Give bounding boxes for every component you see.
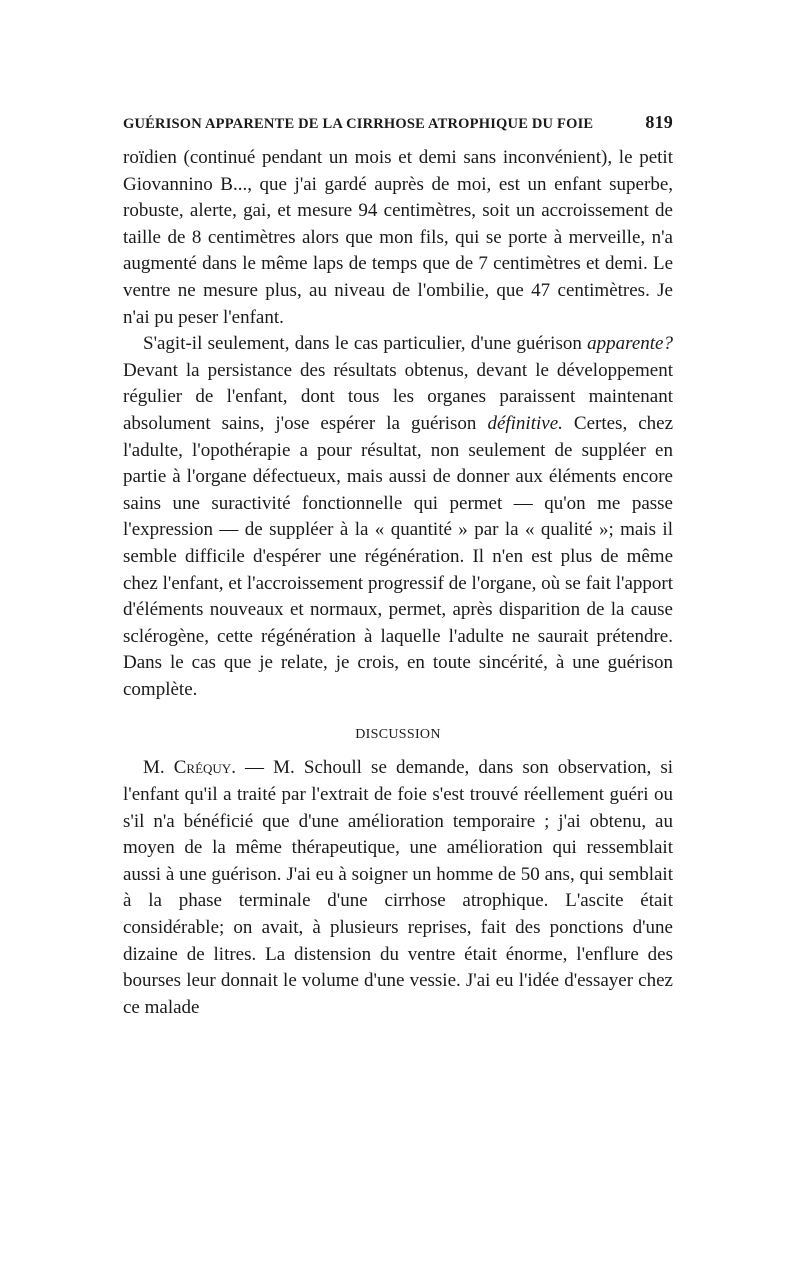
discussion-heading: DISCUSSION bbox=[355, 727, 441, 743]
running-head bbox=[123, 112, 673, 133]
paragraph-text: Certes, chez l'adulte, l'opothérapie a pour résultat, non seulement de suppléer en partie à l'organe défectueux, mais aussi de donner aux éléments encore sains une suractivité fonctionnelle qui permet — qu'on me passe l'expression — de suppléer à la « quantité » par la « qualité »; mais il semble difficile d'espérer une régénération. Il n'en est plus de même chez l'enfant, et l'accroissement progressif de l'organe, où se fait l'apport d'éléments nouveaux et normaux, permet, après disparition de la cause sclérogène, cette régénération à laquelle l'adulte ne saurait prétendre. Dans le cas que je relate, je crois, en toute sincérité, à une guérison complète. bbox=[123, 412, 673, 700]
paragraph-text: Devant la persistance des résultats obtenus, devant le développement régulier de l'enfant, dont tous les organes paraissent maintenant absolument sains, j'ose espérer la guérison bbox=[123, 359, 673, 434]
discussion-paragraph bbox=[123, 755, 673, 1021]
body-text bbox=[123, 145, 673, 1021]
paragraph-guerison bbox=[123, 331, 673, 703]
page-number: 819 bbox=[645, 112, 673, 132]
speaker-name: M. Créquy. bbox=[143, 757, 236, 779]
discussion-text: — M. Schoull se demande, dans son observation, si l'enfant qu'il a traité par l'extrait de foie s'est trouvé réellement guéri ou s'il n'a bénéficié que d'une amélioration temporaire ; j'ai obtenu, au moyen de la même thérapeutique, une amélioration qui ressemblait aussi à une guérison. J'ai eu à soigner un homme de 50 ans, qui semblait à la phase terminale d'une cirrhose atrophique. L'ascite était considérable; on avait, à plusieurs reprises, fait des ponctions d'une dizaine de litres. La distension du ventre était énorme, l'enflure des bourses leur donnait le volume d'une vessie. J'ai eu l'idée d'essayer chez ce malade bbox=[123, 757, 673, 1018]
emphasis-apparente: apparente? bbox=[587, 333, 673, 355]
paragraph-continued: roïdien (continué pendant un mois et demi sans inconvénient), le petit Giovannino B..., que j'ai gardé auprès de moi, est un enfant superbe, robuste, alerte, gai, et mesure 94 centimètres, soit un accroissement de taille de 8 centimètres alors que mon fils, qui se porte à merveille, n'a augmenté dans le même laps de temps que de 7 centimètres et demi. Le ventre ne mesure plus, au niveau de l'ombilie, que 47 centimètres. Je n'ai pu peser l'enfant. bbox=[123, 147, 673, 328]
emphasis-definitive: définitive. bbox=[487, 412, 563, 434]
running-head-title: GUÉRISON APPARENTE DE LA CIRRHOSE ATROPHIQUE DU FOIE bbox=[123, 116, 594, 132]
book-page bbox=[123, 112, 673, 1021]
paragraph-text: S'agit-il seulement, dans le cas particulier, d'une guérison bbox=[143, 333, 588, 355]
